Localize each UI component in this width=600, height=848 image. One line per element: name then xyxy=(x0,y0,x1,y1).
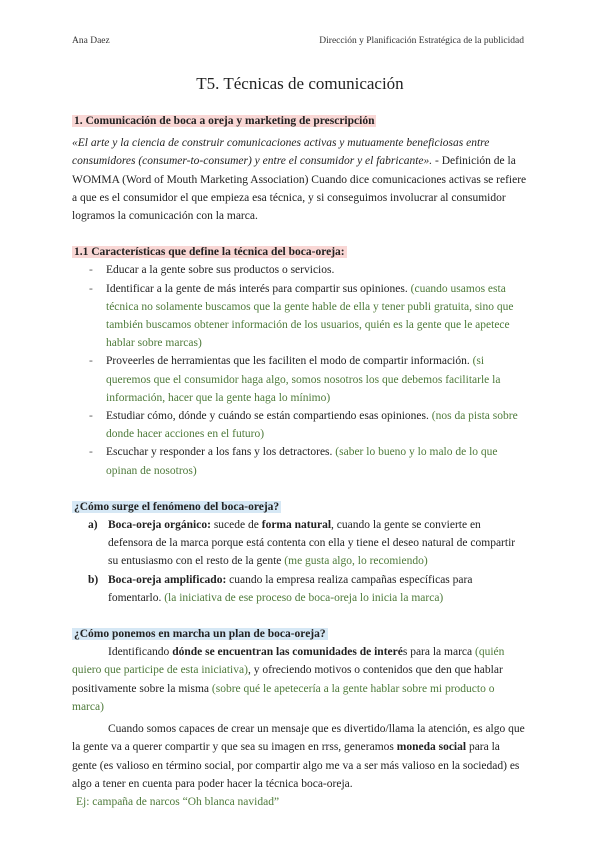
origin-list xyxy=(72,516,527,607)
list-item-text: Proveerles de herramientas que les faciliten el modo de compartir información. xyxy=(106,355,473,368)
list-item xyxy=(88,516,527,571)
note: (me gusta algo, lo recomiendo) xyxy=(284,555,428,568)
term-amplified: Boca-oreja amplificado: xyxy=(108,573,227,586)
womma-quote: «El arte y la ciencia de construir comunicaciones activas y mutuamente beneficiosas entre consumidores (consumer-to-consumer) y entre el consumidor y el fabricante». xyxy=(72,137,490,168)
text: sucede de xyxy=(210,519,262,532)
list-item-text: Estudiar cómo, dónde y cuándo se están compartiendo esas opiniones. xyxy=(106,410,432,423)
note: (sobre qué le apetecería a la gente hablar sobre mi producto o marca) xyxy=(72,682,495,713)
text: para la gente (es valioso en término social, por compartir algo me va a ser más valioso en la sociedad) es algo a tener en cuenta para poder hacer la técnica boca-oreja. xyxy=(72,741,520,790)
page-title: T5. Técnicas de comunicación xyxy=(196,74,404,93)
list-item xyxy=(106,407,527,443)
list-item xyxy=(106,280,527,353)
list-item-text: Educar a la gente sobre sus productos o servicios. xyxy=(106,264,335,277)
list-marker: a) xyxy=(88,519,98,532)
section-1-paragraph xyxy=(72,134,527,225)
section-3-paragraph-1 xyxy=(72,643,527,716)
bold-text: moneda social xyxy=(396,741,467,754)
list-item-note: (cuando usamos esta técnica no solamente buscamos que la gente hable de ella y tener publi gratuita, sino que también buscamos obtener información de los usuarios, quién es la gente que le apetece hablar sobre marcas) xyxy=(106,282,514,350)
text: , y ofreciendo motivos o contenidos que den que hablar positivamente sobre la misma xyxy=(72,664,503,695)
section-3-paragraph-2 xyxy=(72,720,527,793)
text: , cuando la gente se convierte en defensora de la marca porque está contenta con ella y tiene el deseo natural de compartir su entusiasmo con el resto de la gente xyxy=(108,519,516,568)
example-line: Ej: campaña de narcos “Oh blanca navidad” xyxy=(76,795,280,808)
text: s para la marca xyxy=(402,646,475,659)
note: (la iniciativa de ese proceso de boca-oreja lo inicia la marca) xyxy=(164,591,444,604)
section-1-heading xyxy=(72,112,527,130)
section-1-1-heading-text: 1.1 Características que define la técnica del boca-oreja: xyxy=(74,246,345,259)
list-item xyxy=(106,352,527,407)
list-item-text: Escuchar y responder a los fans y los detractores. xyxy=(106,446,336,459)
term-organic: Boca-oreja orgánico: xyxy=(108,519,211,532)
text: Cuando somos capaces de crear un mensaje que es divertido/llama la atención, es algo que la gente va a querer compartir y que sea su imagen en rrss, generamos xyxy=(72,723,525,754)
list-marker: b) xyxy=(88,573,99,586)
list-item-text: Identificar a la gente de más interés para compartir sus opiniones. xyxy=(106,282,411,295)
document-body xyxy=(72,112,527,811)
bold-text: dónde se encuentran las comunidades de interé xyxy=(172,646,403,659)
list-item xyxy=(106,443,527,479)
list-item-note: (saber lo bueno y lo malo de lo que opinan de nosotros) xyxy=(106,446,498,477)
header-course: Dirección y Planificación Estratégica de la publicidad xyxy=(319,36,524,46)
note: (quién quiero que participe de esta iniciativa) xyxy=(72,646,505,677)
section-2-heading xyxy=(72,498,527,516)
list-item-note: (si queremos que el consumidor haga algo, somos nosotros los que debemos facilitarle la información, hacer que la gente haga lo mínimo) xyxy=(106,355,501,404)
section-1-1-heading xyxy=(72,243,527,261)
womma-definition: - Definición de la WOMMA (Word of Mouth Marketing Association) Cuando dice comunicaciones activas se refiere a que es el consumidor el que empieza esa técnica, y si conseguimos involucrar al consumidor logramos la comunicación con la marca. xyxy=(72,155,527,223)
section-1-heading-text: 1. Comunicación de boca a oreja y marketing de prescripción xyxy=(74,115,375,127)
section-3-heading-text: ¿Cómo ponemos en marcha un plan de boca-oreja? xyxy=(74,628,326,641)
section-3-heading xyxy=(72,625,527,643)
text: Identificando xyxy=(108,646,173,659)
characteristics-list xyxy=(72,261,527,479)
bold-text: forma natural xyxy=(261,519,332,532)
text: cuando la empresa realiza campañas específicas para fomentarlo. xyxy=(108,573,473,604)
list-item xyxy=(106,261,527,279)
section-2-heading-text: ¿Cómo surge el fenómeno del boca-oreja? xyxy=(74,500,280,513)
header-author: Ana Daez xyxy=(72,36,110,46)
list-item xyxy=(88,571,527,607)
list-item-note: (nos da pista sobre donde hacer acciones en el futuro) xyxy=(106,410,518,441)
